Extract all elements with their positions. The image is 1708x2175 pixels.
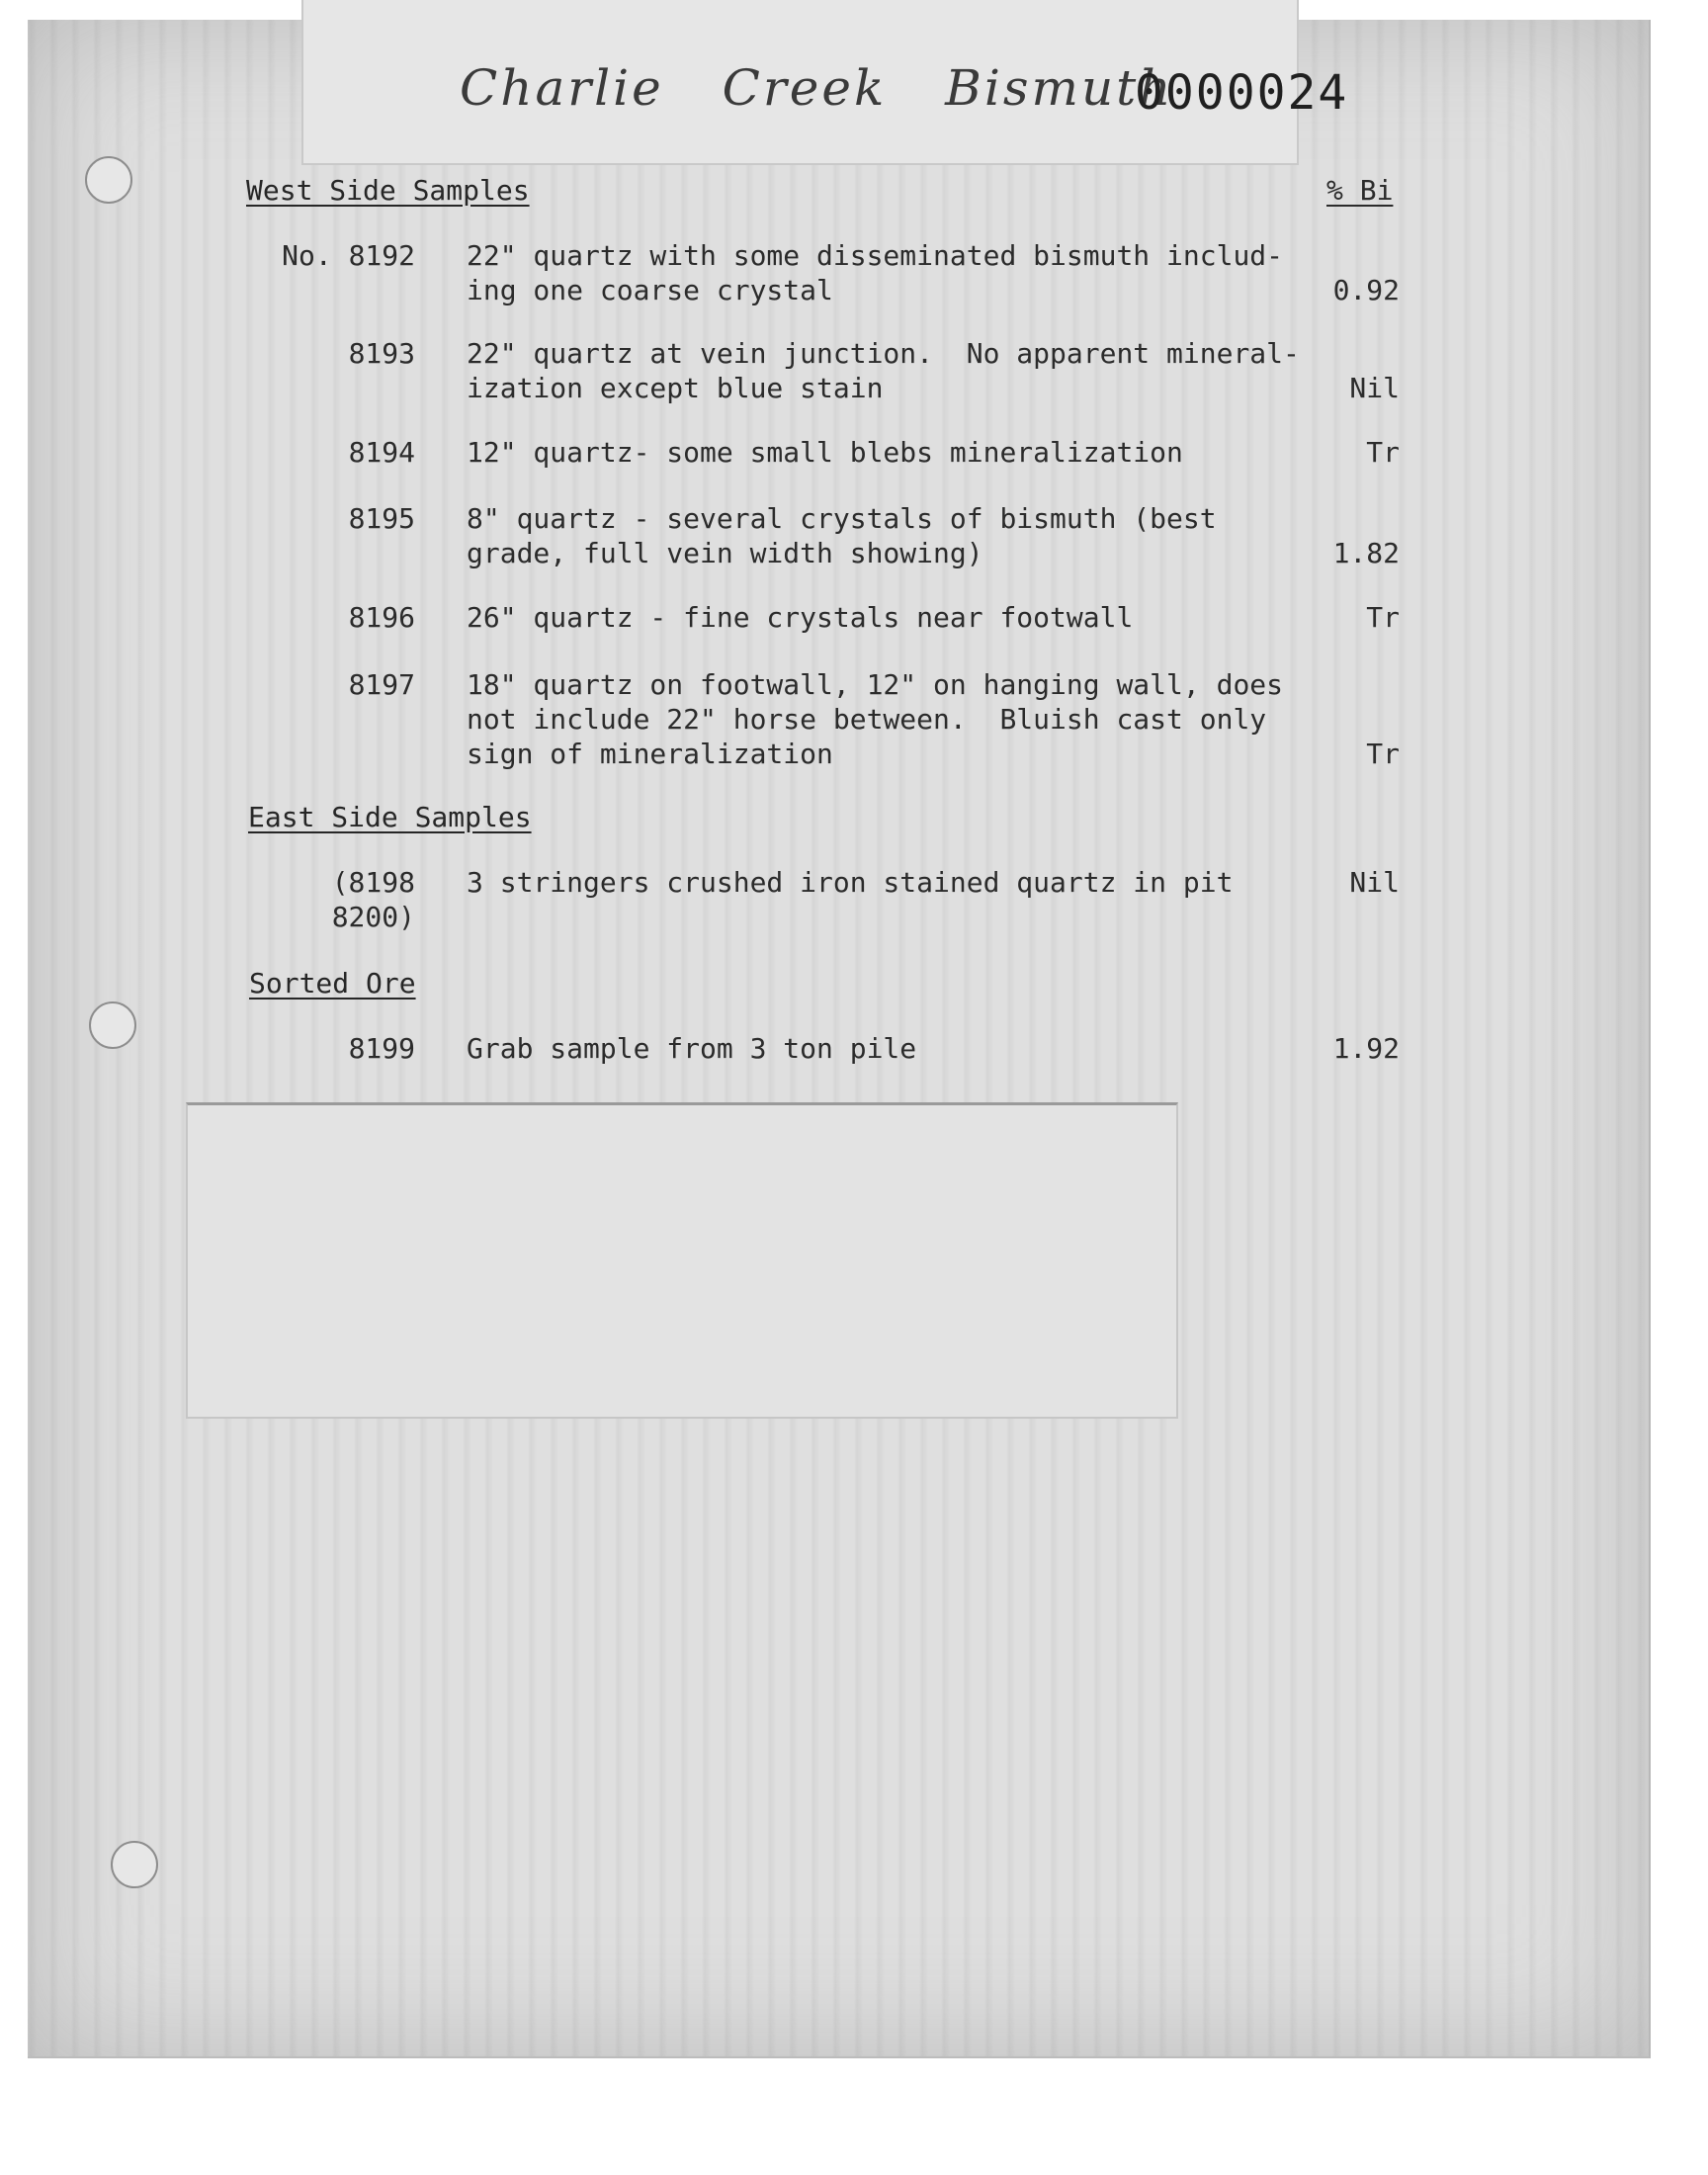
sample-description-line: 22" quartz at vein junction. No apparent mineral-	[467, 337, 1300, 370]
sample-value: 1.82	[1332, 537, 1400, 569]
sample-number: 8194	[348, 436, 415, 469]
sample-description-line: sign of mineralization	[467, 738, 833, 770]
percent-bismuth-label: % Bi	[1326, 174, 1394, 207]
sample-description-line: 3 stringers crushed iron stained quartz in pit	[467, 866, 1234, 899]
sample-number: 8199	[348, 1032, 415, 1065]
sample-number-continued: 8200)	[331, 901, 415, 933]
sample-description-line: Grab sample from 3 ton pile	[467, 1032, 917, 1065]
sample-value: Tr	[1366, 601, 1400, 634]
punch-hole-top	[85, 156, 132, 204]
sample-value: 0.92	[1332, 274, 1400, 306]
east-side-title: East Side Samples	[248, 801, 532, 833]
sample-value: Nil	[1349, 866, 1400, 899]
sample-value: Tr	[1366, 738, 1400, 770]
sample-number: (8198	[331, 866, 415, 899]
east-side-heading	[248, 801, 532, 833]
sample-description-line: not include 22" horse between. Bluish cast only	[467, 703, 1267, 736]
sample-number: 8197	[348, 668, 415, 701]
sample-value: Tr	[1366, 436, 1400, 469]
sample-description-line: 26" quartz - fine crystals near footwall	[467, 601, 1134, 634]
sample-number: No. 8192	[282, 239, 415, 272]
sample-description-line: ing one coarse crystal	[467, 274, 833, 306]
handwritten-title: Charlie Creek Bismuth	[460, 59, 1174, 117]
west-side-heading	[246, 174, 530, 207]
punch-hole-bottom	[111, 1841, 158, 1888]
sorted-ore-title: Sorted Ore	[249, 967, 416, 1000]
sorted-ore-heading	[249, 967, 416, 1000]
west-side-title: West Side Samples	[246, 174, 530, 207]
sample-description-line: 12" quartz- some small blebs mineralization	[467, 436, 1183, 469]
sample-description-line: ization except blue stain	[467, 372, 884, 404]
blank-label-area	[186, 1102, 1178, 1419]
sample-description-line: grade, full vein width showing)	[467, 537, 983, 569]
sample-value: 1.92	[1332, 1032, 1400, 1065]
sample-description-line: 18" quartz on footwall, 12" on hanging wall, does	[467, 668, 1284, 701]
sample-number: 8196	[348, 601, 415, 634]
sample-description-line: 22" quartz with some disseminated bismuth includ-	[467, 239, 1284, 272]
sample-number: 8195	[348, 502, 415, 535]
punch-hole-middle	[89, 1001, 136, 1049]
percent-bismuth-heading	[1326, 174, 1393, 207]
sample-description-line: 8" quartz - several crystals of bismuth (best	[467, 502, 1217, 535]
sample-value: Nil	[1349, 372, 1400, 404]
sample-number: 8193	[348, 337, 415, 370]
document-stamp-number: 0000024	[1135, 65, 1349, 121]
